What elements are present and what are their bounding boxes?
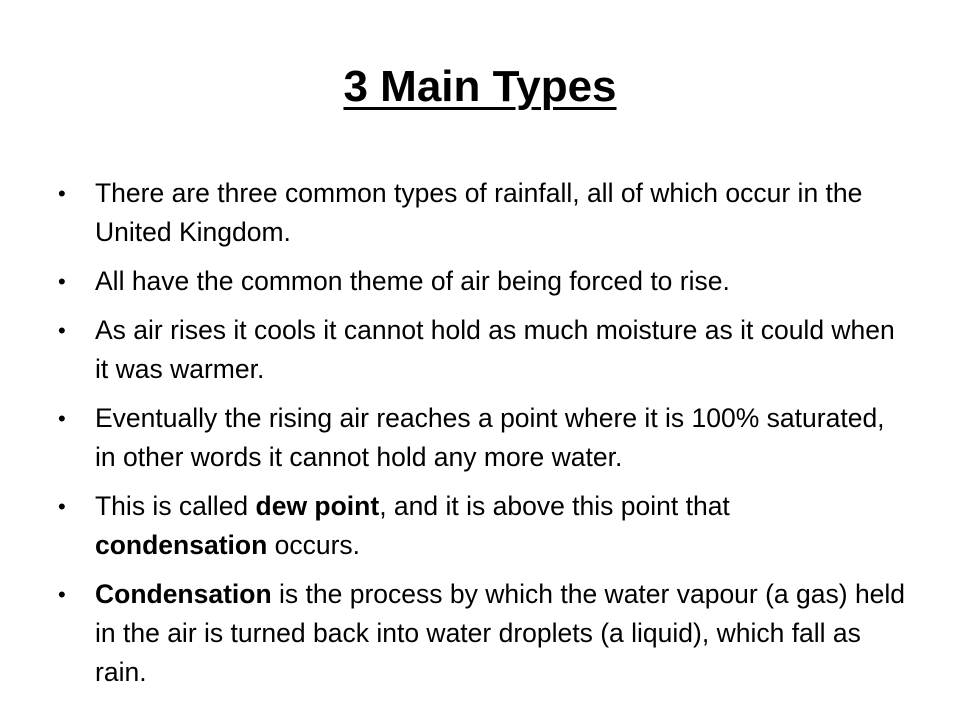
bold-term-dew-point: dew point [255, 491, 380, 521]
bullet-dot-icon: • [58, 406, 66, 431]
bullet-dot-icon: • [58, 582, 66, 607]
bold-term-condensation: Condensation [95, 579, 272, 609]
bullet-text-segment: This is called [95, 491, 256, 521]
bullet-text-segment: occurs. [267, 530, 361, 560]
bullet-dot-icon: • [58, 318, 66, 343]
bullet-text-segment: is the process by which the water vapour (a gas) held in the air is turned back into water droplets (a liquid), which fall as rain. [95, 579, 906, 687]
bullet-item [58, 262, 908, 301]
slide-title: 3 Main Types [343, 62, 617, 111]
bold-term-condensation: condensation [95, 530, 268, 560]
bullet-item [58, 487, 908, 565]
bullet-text-segment: All have the common theme of air being forced to rise. [95, 266, 730, 296]
bullet-dot-icon: • [58, 181, 66, 206]
bullet-list [58, 174, 908, 702]
bullet-text-segment: Eventually the rising air reaches a point where it is 100% saturated, in other words it cannot hold any more water. [95, 403, 885, 472]
bullet-item [58, 575, 908, 692]
bullet-text-segment: , and it is above this point that [379, 491, 730, 521]
bullet-dot-icon: • [58, 269, 66, 294]
bullet-dot-icon: • [58, 494, 66, 519]
bullet-item [58, 311, 908, 389]
bullet-text-segment: There are three common types of rainfall, all of which occur in the United Kingdom. [95, 178, 863, 247]
bullet-text-segment: As air rises it cools it cannot hold as much moisture as it could when it was warmer. [95, 315, 895, 384]
bullet-item [58, 399, 908, 477]
bullet-item [58, 174, 908, 252]
